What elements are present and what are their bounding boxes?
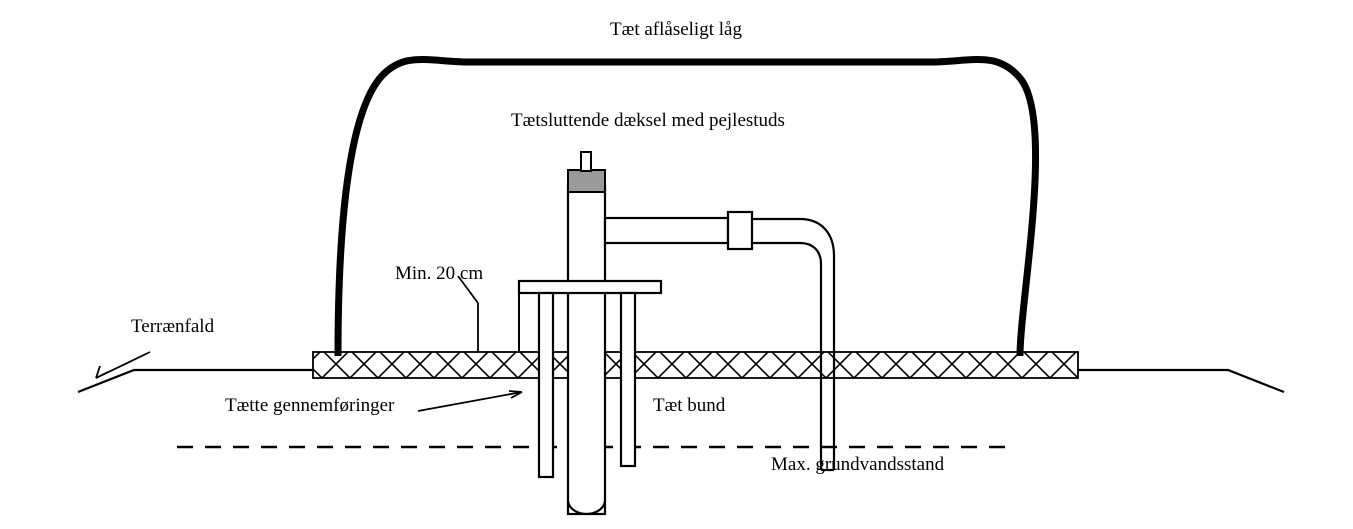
standpipe-cap <box>568 152 605 192</box>
label-terrain-fall: Terrænfald <box>131 316 215 337</box>
label-tight-bottom: Tæt bund <box>653 395 726 416</box>
discharge-pipe <box>752 219 834 470</box>
label-min-20cm: Min. 20 cm <box>395 263 484 284</box>
label-max-groundwater: Max. grundvandsstand <box>771 454 945 475</box>
seals-arrow <box>418 391 522 411</box>
label-lockable-lid: Tæt aflåseligt låg <box>610 19 742 40</box>
standpipe <box>568 186 605 514</box>
min-20cm-leader <box>458 276 478 352</box>
tight-bottom-slab <box>313 352 1078 378</box>
horizontal-pipe <box>605 212 752 249</box>
lockable-lid <box>338 59 1036 356</box>
label-seals: Tætte gennemføringer <box>225 395 395 416</box>
label-tight-cover: Tætsluttende dæksel med pejlestuds <box>511 110 785 131</box>
